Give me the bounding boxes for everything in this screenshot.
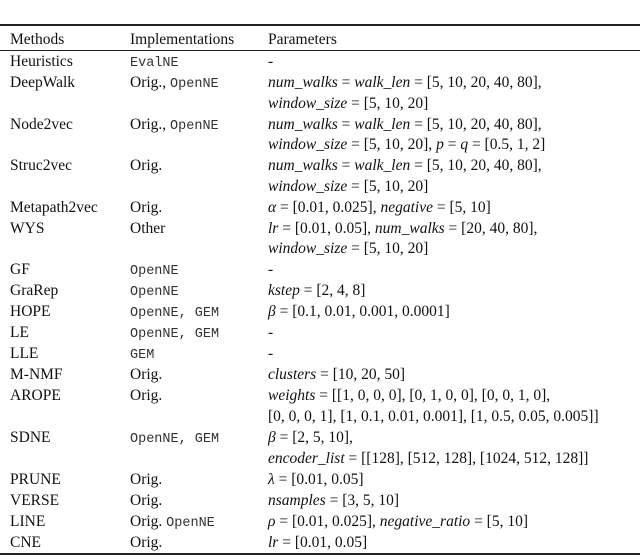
- parameters-cell: [268, 344, 273, 365]
- parameter-text: β: [268, 303, 276, 321]
- implementation-cell: [130, 533, 162, 554]
- implementation-cell: [130, 52, 179, 73]
- parameter-text: = [10, 20, 50]: [316, 366, 406, 384]
- parameter-line: [268, 491, 399, 512]
- parameter-text: = [5, 10]: [470, 512, 529, 530]
- method-name: WYS: [10, 219, 45, 237]
- parameter-line: [268, 115, 545, 136]
- parameters-cell: [268, 512, 528, 533]
- parameter-text: -: [268, 261, 274, 279]
- implementation-cell: [130, 512, 215, 533]
- parameter-text: -: [268, 324, 274, 342]
- parameter-text: window_size: [268, 240, 348, 258]
- parameter-text: = [0.01, 0.05]: [278, 533, 368, 551]
- parameter-text: num_walks: [268, 157, 338, 175]
- parameter-text: = [20, 40, 80],: [444, 219, 538, 237]
- implementation-text: Orig.: [130, 491, 163, 509]
- parameter-line: [268, 470, 364, 491]
- parameter-text: walk_len: [354, 74, 411, 91]
- parameter-text: = [5, 10, 20]: [347, 240, 429, 258]
- method-name: Struc2vec: [10, 157, 72, 175]
- parameter-text: -: [268, 345, 274, 363]
- parameter-text: =: [337, 115, 355, 133]
- method-name: Node2vec: [10, 115, 73, 133]
- parameter-line: [268, 52, 273, 73]
- parameter-text: walk_len: [354, 115, 411, 133]
- header-methods: Methods: [10, 31, 65, 48]
- implementation-text: Orig.: [130, 470, 163, 488]
- parameters-cell: [268, 491, 399, 512]
- header-rule: [0, 50, 640, 51]
- parameter-text: negative: [380, 198, 433, 216]
- method-name: HOPE: [10, 303, 51, 321]
- parameter-text: = [[128], [512, 128], [1024, 512, 128]]: [344, 449, 589, 467]
- parameter-line: [268, 177, 542, 198]
- parameter-text: -: [268, 53, 274, 70]
- implementation-cell: [130, 323, 219, 344]
- implementation-cell: [130, 198, 162, 219]
- implementation-text: Other: [130, 219, 166, 237]
- table-header: [0, 30, 640, 51]
- parameter-text: = [0.01, 0.05]: [274, 470, 364, 488]
- parameter-text: num_walks: [374, 219, 445, 237]
- parameter-line: [268, 94, 542, 115]
- parameter-text: num_walks: [268, 74, 338, 91]
- parameters-cell: [268, 260, 273, 281]
- implementation-text: Orig.: [130, 387, 163, 405]
- implementation-text: Orig.: [130, 366, 163, 384]
- table-bottom-rule: [0, 553, 640, 555]
- implementation-text: Orig.: [130, 512, 167, 530]
- parameter-line: [268, 512, 528, 533]
- method-name: DeepWalk: [10, 74, 76, 91]
- parameter-text: = [5, 10]: [432, 198, 491, 216]
- method-name: LE: [10, 324, 29, 342]
- parameter-line: [268, 428, 588, 449]
- implementation-text: OpenNE: [170, 118, 219, 134]
- parameter-text: kstep: [268, 282, 300, 300]
- parameter-text: = [5, 10, 20, 40, 80],: [410, 74, 542, 91]
- parameter-line: [268, 135, 545, 156]
- implementation-text: OpenNE, GEM: [130, 327, 220, 343]
- parameter-text: β: [268, 429, 276, 446]
- parameter-text: = [0.01, 0.05],: [278, 219, 375, 237]
- parameter-text: =: [337, 74, 355, 91]
- implementation-text: OpenNE: [130, 285, 179, 301]
- parameter-text: = [5, 10, 20, 40, 80],: [410, 157, 542, 175]
- implementation-cell: [130, 470, 162, 491]
- implementation-cell: [130, 344, 154, 365]
- parameter-text: negative_ratio: [379, 512, 471, 530]
- parameter-line: [268, 260, 273, 281]
- parameter-line: [268, 302, 450, 323]
- parameters-cell: [268, 219, 537, 260]
- parameter-text: = [2, 5, 10],: [275, 429, 353, 446]
- parameter-text: lr: [268, 533, 279, 551]
- parameter-line: [268, 449, 588, 470]
- parameter-text: q: [460, 136, 469, 154]
- parameter-line: [268, 386, 599, 407]
- parameter-text: [0, 0, 0, 1], [1, 0.1, 0.01, 0.001], [1, 0.5, 0.05, 0.005]]: [268, 407, 599, 425]
- parameter-text: = [2, 4, 8]: [299, 282, 366, 300]
- parameters-cell: [268, 428, 588, 469]
- parameter-line: [268, 73, 542, 94]
- parameter-text: clusters: [268, 366, 317, 384]
- method-name: GF: [10, 261, 30, 279]
- parameters-cell: [268, 533, 367, 554]
- implementation-text: OpenNE: [130, 264, 179, 280]
- parameter-line: [268, 198, 491, 219]
- implementation-text: GEM: [130, 348, 155, 364]
- parameter-text: lr: [268, 219, 279, 237]
- implementation-cell: [130, 281, 179, 302]
- parameter-line: [268, 219, 537, 240]
- implementation-text: EvalNE: [130, 56, 179, 71]
- implementation-text: OpenNE: [170, 77, 219, 92]
- method-name: GraRep: [10, 282, 59, 300]
- implementation-text: OpenNE: [166, 515, 215, 531]
- parameter-text: weights: [268, 387, 316, 405]
- method-name: Heuristics: [10, 53, 73, 70]
- parameter-text: =: [443, 136, 461, 154]
- table-top-rule: [0, 24, 640, 26]
- parameter-text: = [5, 10, 20],: [347, 136, 437, 154]
- parameter-text: α: [268, 198, 277, 216]
- parameters-cell: [268, 386, 599, 427]
- parameters-cell: [268, 198, 491, 219]
- implementation-cell: [130, 156, 162, 177]
- parameter-text: λ: [268, 470, 275, 488]
- implementation-cell: [130, 219, 165, 240]
- parameters-cell: [268, 115, 545, 156]
- implementation-cell: [130, 365, 162, 386]
- method-name: AROPE: [10, 387, 61, 405]
- method-name: M-NMF: [10, 366, 63, 384]
- header-implementations: Implementations: [130, 31, 235, 48]
- parameter-text: = [5, 10, 20]: [347, 94, 429, 112]
- parameter-line: [268, 365, 405, 386]
- implementation-text: Orig.,: [130, 115, 171, 133]
- implementation-cell: [130, 73, 219, 94]
- method-name: PRUNE: [10, 470, 61, 488]
- implementation-text: Orig.: [130, 198, 163, 216]
- parameter-line: [268, 156, 542, 177]
- header-parameters: Parameters: [268, 31, 337, 48]
- parameter-line: [268, 533, 367, 554]
- parameters-cell: [268, 156, 542, 197]
- parameter-text: encoder_list: [268, 449, 345, 467]
- parameter-text: = [0.1, 0.01, 0.001, 0.0001]: [275, 303, 450, 321]
- parameters-cell: [268, 323, 273, 344]
- parameter-line: [268, 323, 273, 344]
- parameter-text: ρ: [268, 512, 276, 530]
- parameter-text: =: [337, 157, 355, 175]
- implementation-cell: [130, 260, 179, 281]
- parameter-text: walk_len: [354, 157, 411, 175]
- parameter-text: p: [436, 136, 444, 154]
- implementation-cell: [130, 428, 219, 449]
- parameters-cell: [268, 52, 273, 73]
- parameter-text: = [[1, 0, 0, 0], [0, 1, 0, 0], [0, 0, 1, 0],: [315, 387, 551, 405]
- parameter-line: [268, 344, 273, 365]
- parameter-line: [268, 281, 365, 302]
- parameter-text: = [5, 10, 20, 40, 80],: [410, 115, 542, 133]
- implementation-text: Orig.: [130, 533, 163, 551]
- parameters-cell: [268, 281, 365, 302]
- method-name: LINE: [10, 512, 46, 530]
- method-name: SDNE: [10, 429, 51, 446]
- implementation-text: Orig.: [130, 157, 163, 175]
- parameter-line: [268, 239, 537, 260]
- implementation-text: Orig.,: [130, 74, 171, 91]
- parameters-cell: [268, 365, 405, 386]
- parameter-text: window_size: [268, 94, 348, 112]
- method-name: Metapath2vec: [10, 198, 98, 216]
- method-name: VERSE: [10, 491, 60, 509]
- parameter-line: [268, 407, 599, 428]
- parameters-cell: [268, 302, 450, 323]
- parameters-cell: [268, 470, 364, 491]
- parameter-text: window_size: [268, 177, 348, 195]
- method-name: CNE: [10, 533, 41, 551]
- implementation-cell: [130, 386, 162, 407]
- implementation-text: OpenNE, GEM: [130, 306, 220, 322]
- method-name: LLE: [10, 345, 39, 363]
- implementation-text: OpenNE, GEM: [130, 432, 220, 447]
- implementation-cell: [130, 302, 219, 323]
- parameter-text: = [0.5, 1, 2]: [468, 136, 546, 154]
- implementation-cell: [130, 115, 219, 136]
- parameter-text: = [0.01, 0.025],: [276, 198, 381, 216]
- parameter-text: = [3, 5, 10]: [325, 491, 400, 509]
- parameter-text: = [0.01, 0.025],: [275, 512, 380, 530]
- parameter-text: num_walks: [268, 115, 338, 133]
- implementation-cell: [130, 491, 162, 512]
- parameter-text: window_size: [268, 136, 348, 154]
- parameter-text: nsamples: [268, 491, 326, 509]
- parameters-cell: [268, 73, 542, 114]
- parameter-text: = [5, 10, 20]: [347, 177, 429, 195]
